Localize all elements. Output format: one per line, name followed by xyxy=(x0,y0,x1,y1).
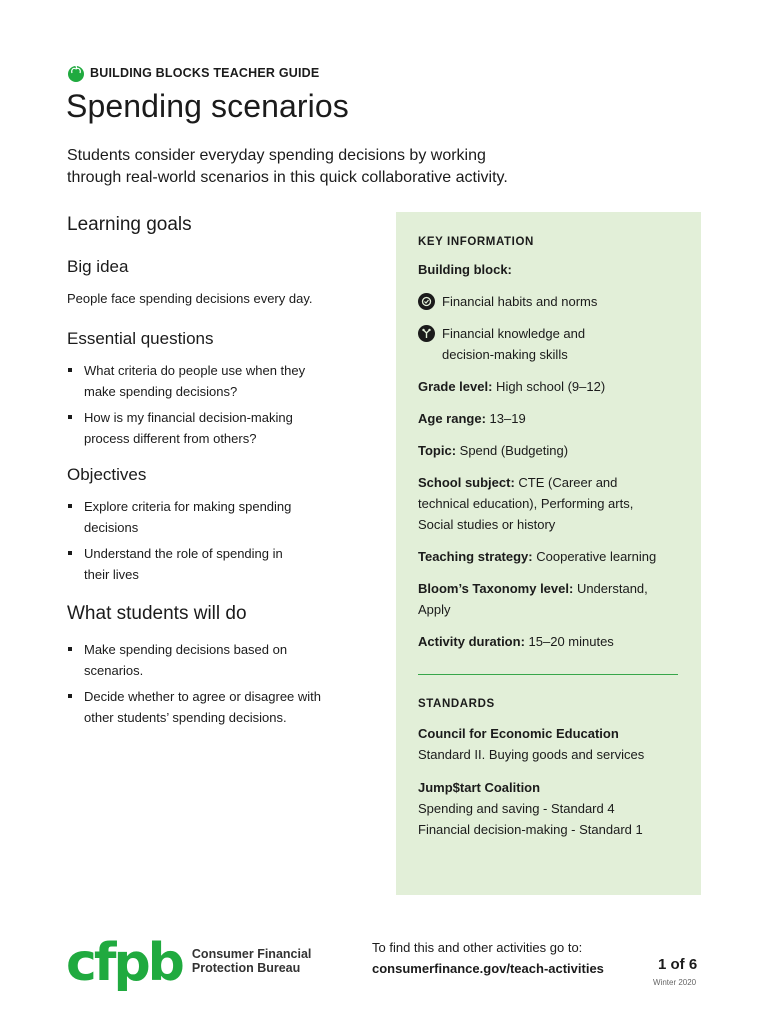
guide-brand xyxy=(67,64,319,82)
grade-level: Grade level: High school (9–12) xyxy=(418,379,606,394)
page-number: 1 of 6 xyxy=(658,956,698,973)
essential-questions-list xyxy=(67,360,367,449)
standard-title: Council for Economic Education xyxy=(418,726,619,741)
list-item: Decide whether to agree or disagree with other students’ spending decisions. xyxy=(67,686,367,728)
list-item: Understand the role of spending in their lives xyxy=(67,543,367,585)
blooms-taxonomy-level: Bloom’s Taxonomy level: Understand, Apply xyxy=(418,581,648,617)
list-item: Make spending decisions based on scenarios. xyxy=(67,639,367,681)
essential-questions-heading: Essential questions xyxy=(67,329,214,348)
big-idea-heading: Big idea xyxy=(67,257,129,276)
find-text: To find this and other activities go to: xyxy=(372,940,583,955)
standard-group xyxy=(418,723,683,765)
standard-title: Jump$tart Coalition xyxy=(418,780,541,795)
student-activities-list xyxy=(67,639,367,728)
cfpb-logo xyxy=(66,933,312,993)
list-item: Explore criteria for making spending decisions xyxy=(67,496,367,538)
find-activities xyxy=(372,937,604,979)
apple-icon xyxy=(67,64,85,82)
intro-line: Students consider everyday spending decisions by working xyxy=(67,147,486,164)
intro-line: through real-world scenarios in this quick collaborative activity. xyxy=(67,169,508,186)
org-name: Consumer Financial Protection Bureau xyxy=(191,947,312,975)
teaching-strategy: Teaching strategy: Cooperative learning xyxy=(418,549,657,564)
standard-line: Standard II. Buying goods and services xyxy=(418,747,645,762)
topic: Topic: Spend (Budgeting) xyxy=(418,443,569,458)
cfpb-logo-mark: cfpb xyxy=(66,933,182,993)
objectives-list xyxy=(67,496,367,585)
list-item: What criteria do people use when they make spending decisions? xyxy=(67,360,367,402)
learning-goals-heading: Learning goals xyxy=(67,214,192,235)
building-block-label: Building block: xyxy=(418,262,512,277)
standard-line: Spending and saving - Standard 4 xyxy=(418,801,615,816)
edition-date: Winter 2020 xyxy=(653,978,697,987)
building-block-item xyxy=(418,291,683,312)
standard-group xyxy=(418,777,683,840)
divider xyxy=(418,674,678,675)
building-block-item xyxy=(418,323,683,365)
activity-duration: Activity duration: 15–20 minutes xyxy=(418,634,614,649)
building-block-text: Financial knowledge and decision-making skills xyxy=(442,326,586,362)
objectives-heading: Objectives xyxy=(67,465,147,484)
activities-link[interactable]: consumerfinance.gov/teach-activities xyxy=(372,961,604,976)
habits-icon xyxy=(418,293,435,310)
standard-line: Financial decision-making - Standard 1 xyxy=(418,822,643,837)
key-information-caption: KEY INFORMATION xyxy=(418,236,534,248)
learning-goals-section xyxy=(67,212,367,733)
school-subject: School subject: CTE (Career and technical education), Performing arts, Social studies or history xyxy=(418,475,634,532)
knowledge-icon xyxy=(418,325,435,342)
what-students-will-do-heading: What students will do xyxy=(67,603,247,624)
age-range: Age range: 13–19 xyxy=(418,411,526,426)
big-idea-text: People face spending decisions every day. xyxy=(67,291,313,306)
list-item: How is my financial decision-making process different from others? xyxy=(67,407,367,449)
page-title: Spending scenarios xyxy=(66,88,349,124)
building-block-text: Financial habits and norms xyxy=(442,294,598,309)
intro-text xyxy=(67,145,587,189)
key-information-panel xyxy=(396,212,701,895)
brand-label: BUILDING BLOCKS TEACHER GUIDE xyxy=(90,66,320,80)
standards-caption: STANDARDS xyxy=(418,698,495,710)
